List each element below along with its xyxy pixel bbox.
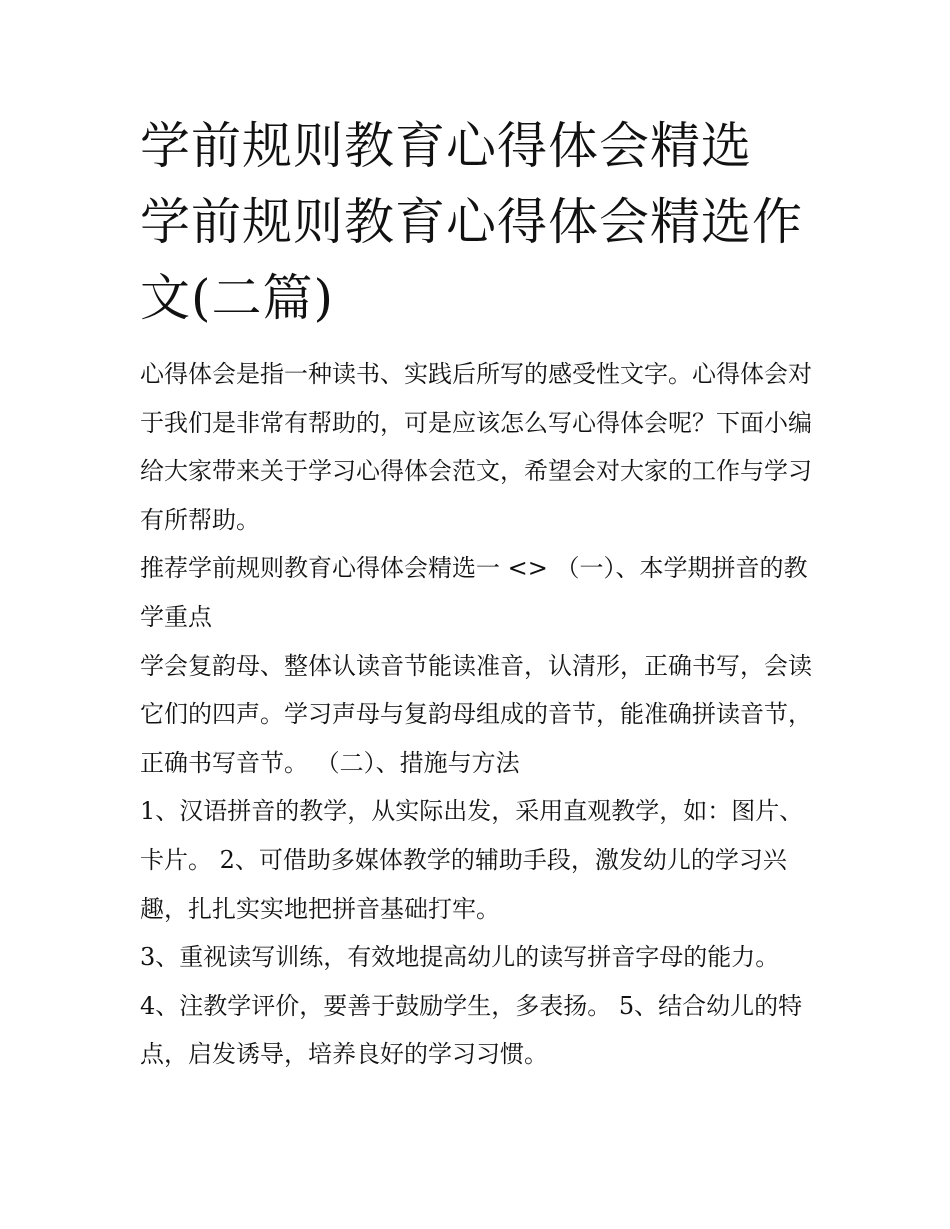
document-body <box>140 350 812 1079</box>
paragraph-intro: 心得体会是指一种读书、实践后所写的感受性文字。心得体会对于我们是非常有帮助的，可是应该怎么写心得体会呢？下面小编给大家带来关于学习心得体会范文，希望会对大家的工作与学习有所帮助。 <box>140 360 812 534</box>
document-page <box>140 108 812 1079</box>
paragraph-measure-3: 3、重视读写训练，有效地提高幼儿的读写拼音字母的能力。 <box>140 943 780 972</box>
document-title: 学前规则教育心得体会精选 学前规则教育心得体会精选作文(二篇) <box>140 117 803 327</box>
paragraph-measure-4-5: 4、注教学评价，要善于鼓励学生，多表扬。 5、结合幼儿的特点，启发诱导，培养良好的学习习惯。 <box>140 991 803 1069</box>
paragraph-measure-1-2: 1、汉语拼音的教学，从实际出发，采用直观教学，如：图片、卡片。 2、可借助多媒体教学的辅助手段，激发幼儿的学习兴趣，扎扎实实地把拼音基础打牢。 <box>140 797 804 923</box>
paragraph-key-points: 学会复韵母、整体认读音节能读准音，认清形，正确书写，会读它们的四声。学习声母与复韵母组成的音节，能准确拼读音节，正确书写音节。 （二）、措施与方法 <box>140 651 812 777</box>
paragraph-recommend: 推荐学前规则教育心得体会精选一 <> （一）、本学期拼音的教学重点 <box>140 554 808 631</box>
